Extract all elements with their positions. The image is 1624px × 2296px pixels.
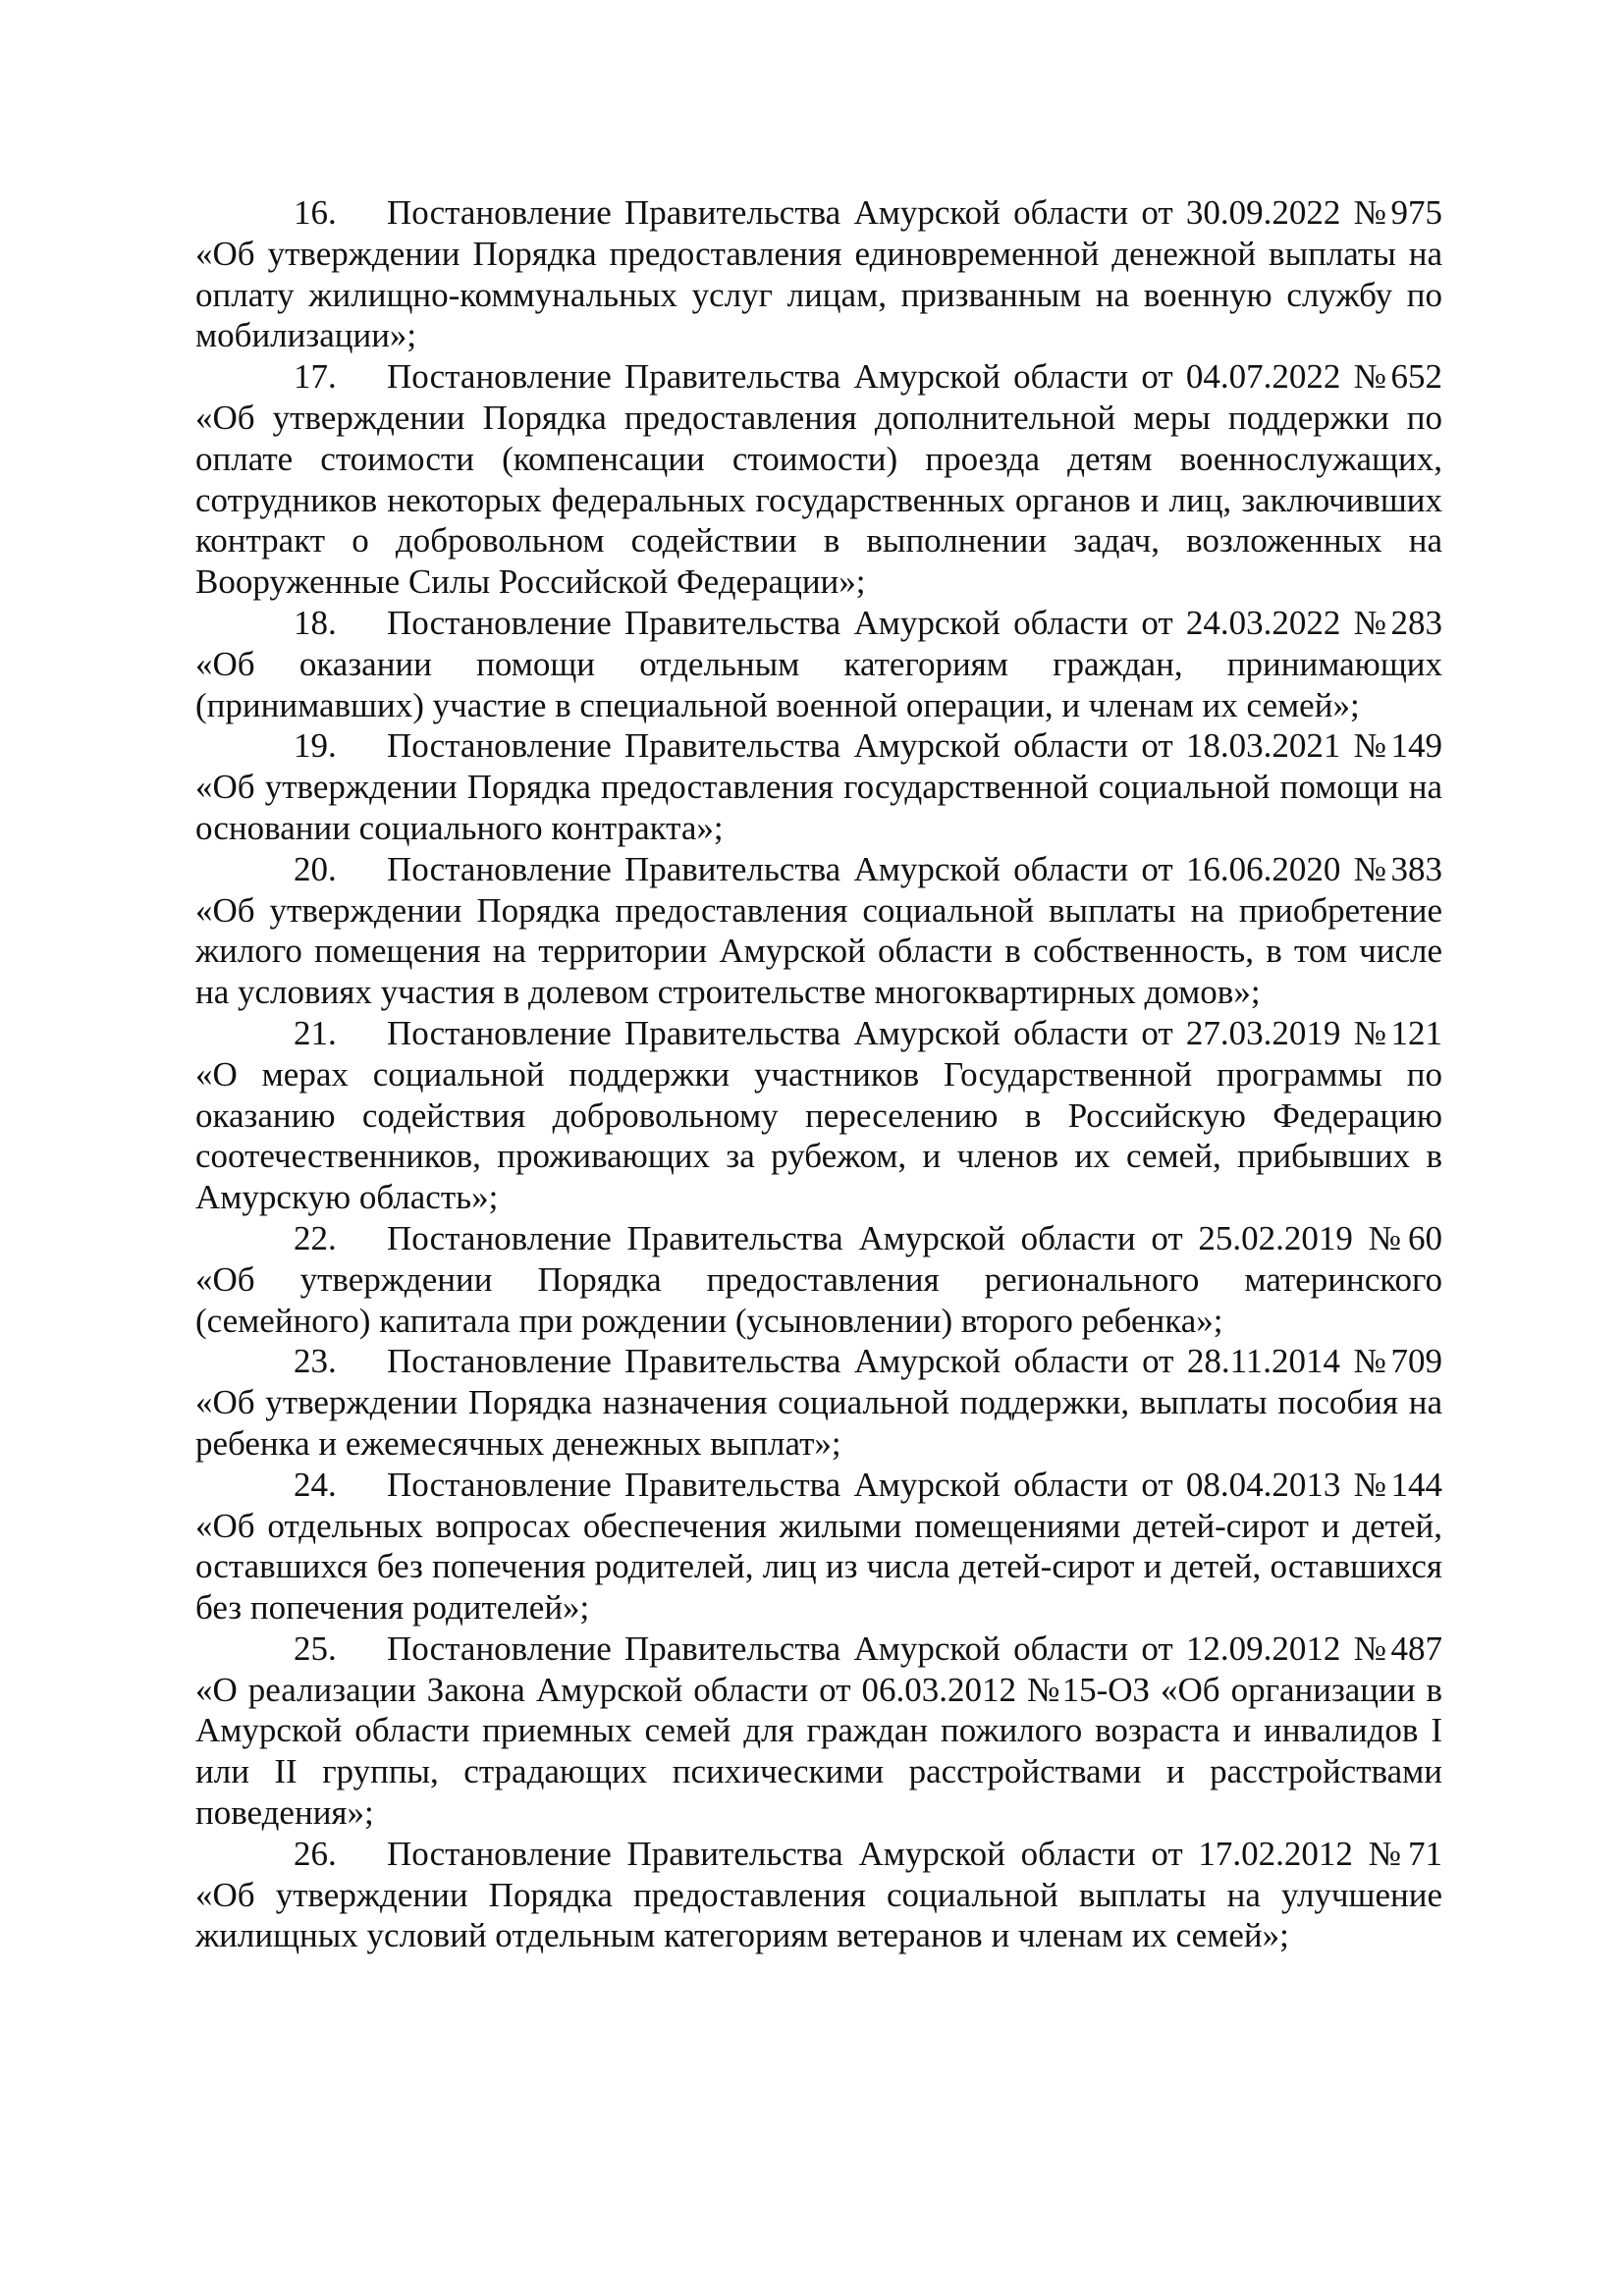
item-text: Постановление Правительства Амурской области от 18.03.2021 №149 «Об утверждении Порядка предоставления государственной социальной помощи на основании социального контракта»;: [195, 726, 1442, 847]
item-number: 24.: [294, 1465, 337, 1504]
list-item-22: [195, 1218, 1442, 1341]
item-text: Постановление Правительства Амурской области от 28.11.2014 №709 «Об утверждении Порядка назначения социальной поддержки, выплаты пособия на ребенка и ежемесячных денежных выплат»;: [195, 1342, 1442, 1463]
item-text: Постановление Правительства Амурской области от 04.07.2022 №652 «Об утверждении Порядка предоставления дополнительной меры поддержки по оплате стоимости (компенсации стоимости) проезда детям военнослужащих, сотрудников некоторых федеральных государственных органов и лиц, заключивших контракт о добровольном содействии в выполнении задач, возложенных на Вооруженные Силы Российской Федерации»;: [195, 357, 1442, 602]
list-item-24: [195, 1465, 1442, 1629]
item-number: 22.: [294, 1218, 337, 1257]
list-item-23: [195, 1341, 1442, 1464]
list-item-18: [195, 603, 1442, 725]
item-number: 18.: [294, 603, 337, 642]
list-item-26: [195, 1834, 1442, 1956]
list-item-16: [195, 192, 1442, 356]
item-text: Постановление Правительства Амурской области от 30.09.2022 №975 «Об утверждении Порядка предоставления единовременной денежной выплаты на оплату жилищно-коммунальных услуг лицам, призванным на военную службу по мобилизации»;: [195, 193, 1442, 355]
item-number: 23.: [294, 1342, 337, 1381]
item-number: 26.: [294, 1834, 337, 1873]
list-item-21: [195, 1013, 1442, 1218]
list-item-17: [195, 356, 1442, 603]
item-text: Постановление Правительства Амурской области от 12.09.2012 №487 «О реализации Закона Амурской области от 06.03.2012 №15-ОЗ «Об организации в Амурской области приемных семей для граждан пожилого возраста и инвалидов I или II группы, страдающих психическими расстройствами и расстройствами поведения»;: [195, 1629, 1442, 1833]
item-text: Постановление Правительства Амурской области от 08.04.2013 №144 «Об отдельных вопросах обеспечения жилыми помещениями детей-сирот и детей, оставшихся без попечения родителей, лиц из числа детей-сирот и детей, оставшихся без попечения родителей»;: [195, 1465, 1442, 1628]
item-number: 17.: [294, 357, 337, 397]
item-number: 16.: [294, 193, 337, 232]
list-item-19: [195, 725, 1442, 848]
item-text: Постановление Правительства Амурской области от 24.03.2022 №283 «Об оказании помощи отдельным категориям граждан, принимающих (принимавших) участие в специальной военной операции, и членам их семей»;: [195, 603, 1442, 724]
item-text: Постановление Правительства Амурской области от 17.02.2012 №71 «Об утверждении Порядка предоставления социальной выплаты на улучшение жилищных условий отдельным категориям ветеранов и членам их семей»;: [195, 1834, 1442, 1955]
list-item-25: [195, 1629, 1442, 1834]
item-text: Постановление Правительства Амурской области от 25.02.2019 №60 «Об утверждении Порядка предоставления регионального материнского (семейного) капитала при рождении (усыновлении) второго ребенка»;: [195, 1218, 1442, 1340]
item-number: 19.: [294, 726, 337, 766]
item-number: 25.: [294, 1629, 337, 1668]
document-page: [195, 192, 1442, 1956]
item-number: 20.: [294, 849, 337, 888]
item-number: 21.: [294, 1013, 337, 1052]
item-text: Постановление Правительства Амурской области от 16.06.2020 №383 «Об утверждении Порядка предоставления социальной выплаты на приобретение жилого помещения на территории Амурской области в собственность, в том числе на условиях участия в долевом строительстве многоквартирных домов»;: [195, 849, 1442, 1012]
list-item-20: [195, 849, 1442, 1013]
item-text: Постановление Правительства Амурской области от 27.03.2019 №121 «О мерах социальной поддержки участников Государственной программы по оказанию содействия добровольному переселению в Российскую Федерацию соотечественников, проживающих за рубежом, и членов их семей, прибывших в Амурскую область»;: [195, 1013, 1442, 1217]
